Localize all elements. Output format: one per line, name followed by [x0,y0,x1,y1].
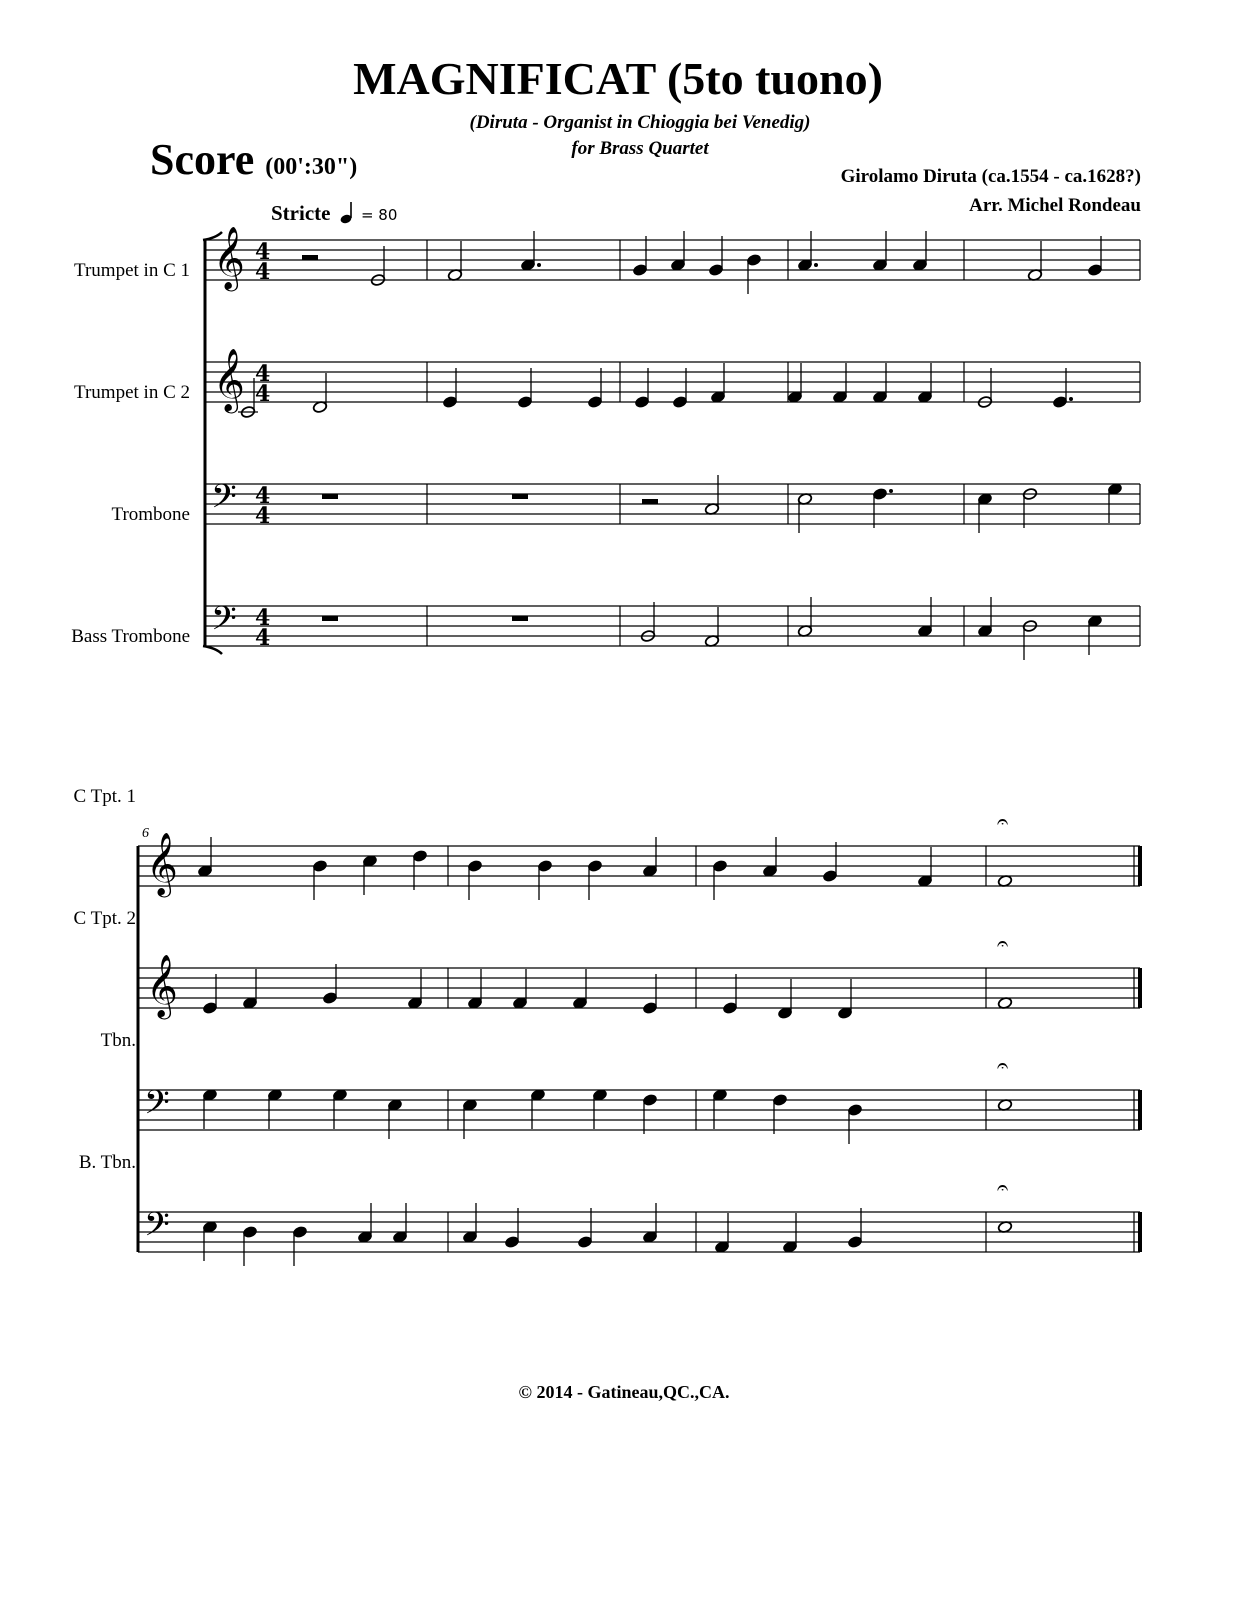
fermata-icon: 𝄐 [997,1175,1009,1199]
instrument-label: Tbn. [100,1030,136,1051]
whole-rest [512,494,528,499]
note-dot [1069,397,1073,401]
bass-clef-icon: 𝄢 [211,600,237,646]
instrument-label: Trumpet in C 1 [74,260,190,281]
time-signature: 4 [255,483,271,509]
instrument-label: C Tpt. 1 [73,786,136,807]
bracket-hook [203,646,222,654]
fermata-icon: 𝄐 [997,1053,1009,1077]
tempo-text: Stricte [271,201,331,225]
tempo-value: = 80 [360,206,398,224]
score-instrumentation: for Brass Quartet [571,138,709,159]
treble-clef-icon: 𝄞 [213,226,245,289]
treble-clef-icon: 𝄞 [146,954,178,1017]
note-dot [537,263,541,267]
whole-rest [322,494,338,499]
instrument-label: Trumpet in C 2 [74,382,190,403]
instrument-label: Bass Trombone [71,626,190,647]
treble-clef-icon: 𝄞 [146,832,178,895]
instrument-label: B. Tbn. [78,1152,136,1173]
half-rest [642,499,658,504]
time-signature: 4 [255,361,271,387]
copyright: © 2014 - Gatineau,QC.,CA. [518,1382,730,1402]
time-signature: 4 [255,239,271,265]
time-signature: 4 [255,605,271,631]
bass-clef-icon: 𝄢 [144,1206,170,1252]
score-title: MAGNIFICAT (5to tuono) [353,53,883,104]
fermata-icon: 𝄐 [997,931,1009,955]
instrument-label: Trombone [111,504,190,525]
score-duration: (00':30") [265,154,358,180]
arranger: Arr. Michel Rondeau [969,195,1141,216]
bass-clef-icon: 𝄢 [144,1084,170,1130]
note-dot [889,489,893,493]
composer: Girolamo Diruta (ca.1554 - ca.1628?) [840,166,1141,187]
score-label-text: Score [150,135,255,184]
fermata-icon: 𝄐 [997,809,1009,833]
time-signature: 4 [255,381,271,407]
treble-clef-icon: 𝄞 [213,348,245,411]
whole-rest [322,616,338,621]
instrument-label: C Tpt. 2 [73,908,136,929]
bass-clef-icon: 𝄢 [211,478,237,524]
note-dot [814,263,818,267]
measure-number: 6 [142,826,149,841]
time-signature: 4 [255,503,271,529]
score-subtitle: (Diruta - Organist in Chioggia bei Venedig) [469,112,811,133]
time-signature: 4 [255,259,271,285]
half-rest [302,255,318,260]
whole-rest [512,616,528,621]
time-signature: 4 [255,625,271,651]
